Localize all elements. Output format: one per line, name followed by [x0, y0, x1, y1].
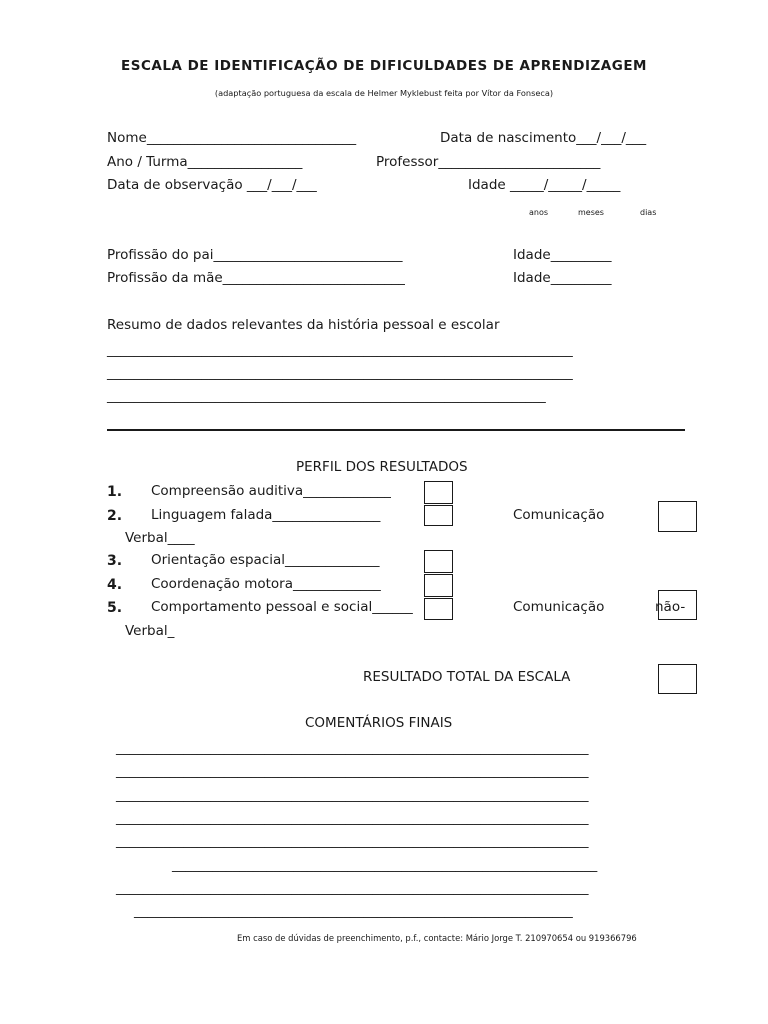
item-comportamento: Comportamento pessoal e social______: [151, 599, 413, 615]
page-title: ESCALA DE IDENTIFICAÇÃO DE DIFICULDADES DE APRENDIZAGEM: [121, 58, 647, 74]
item-linguagem-falada: Linguagem falada________________: [151, 507, 381, 523]
resumo-label: Resumo de dados relevantes da história pessoal e escolar: [107, 317, 500, 333]
professor-field[interactable]: Professor________________________: [376, 154, 601, 170]
item-number: 5.: [107, 600, 123, 616]
footer-contact: Em caso de dúvidas de preenchimento, p.f., contacte: Mário Jorge T. 210970654 ou 919366796: [237, 933, 637, 943]
score-box-coordenacao[interactable]: [424, 574, 453, 597]
comentario-line[interactable]: ______________________________________________________________________: [116, 763, 589, 779]
profissao-mae-field[interactable]: Profissão da mãe___________________________: [107, 270, 405, 286]
ano-turma-field[interactable]: Ano / Turma_________________: [107, 154, 303, 170]
perfil-heading: PERFIL DOS RESULTADOS: [296, 459, 468, 475]
comentario-line[interactable]: ______________________________________________________________________: [116, 740, 589, 756]
idade-mae-field[interactable]: Idade_________: [513, 270, 612, 286]
nome-field[interactable]: Nome_______________________________: [107, 130, 357, 146]
item-number: 3.: [107, 553, 123, 569]
page-subtitle: (adaptação portuguesa da escala de Helmer Myklebust feita por Vítor da Fonseca): [214, 88, 554, 98]
comentario-line[interactable]: ______________________________________________________________________: [116, 833, 589, 849]
section-divider: [107, 429, 685, 431]
comunicacao-nao-verbal-label: Verbal_: [125, 623, 175, 639]
item-orientacao-espacial: Orientação espacial______________: [151, 552, 380, 568]
idade-field[interactable]: Idade _____/_____/_____: [468, 177, 621, 193]
comentario-line[interactable]: ______________________________________________________________________: [116, 787, 589, 803]
item-number: 2.: [107, 508, 123, 524]
resultado-total-label: RESULTADO TOTAL DA ESCALA: [363, 669, 571, 685]
comentario-line[interactable]: _______________________________________________________________: [172, 857, 598, 873]
comentario-line[interactable]: _________________________________________________________________: [134, 903, 573, 919]
score-box-orientacao[interactable]: [424, 550, 453, 573]
item-coordenacao-motora: Coordenação motora_____________: [151, 576, 381, 592]
score-box-total[interactable]: [658, 664, 697, 694]
comunicacao-verbal-label: Verbal____: [125, 530, 195, 546]
resumo-line[interactable]: _________________________________________________________________: [107, 388, 546, 404]
score-box-compreensao[interactable]: [424, 481, 453, 504]
item-compreensao-auditiva: Compreensão auditiva_____________: [151, 483, 391, 499]
comunicacao-nao-verbal-label: Comunicação: [513, 599, 605, 615]
item-number: 4.: [107, 577, 123, 593]
comentario-line[interactable]: ______________________________________________________________________: [116, 810, 589, 826]
resumo-line[interactable]: _____________________________________________________________________: [107, 365, 573, 381]
comunicacao-verbal-label: Comunicação: [513, 507, 605, 523]
comentario-line[interactable]: ______________________________________________________________________: [116, 880, 589, 896]
idade-pai-field[interactable]: Idade_________: [513, 247, 612, 263]
comentarios-heading: COMENTÁRIOS FINAIS: [305, 715, 453, 731]
data-observacao-field[interactable]: Data de observação ___/___/___: [107, 177, 317, 193]
dias-label: dias: [640, 208, 657, 217]
anos-label: anos: [529, 208, 549, 217]
score-box-linguagem[interactable]: [424, 505, 453, 526]
resumo-line[interactable]: _____________________________________________________________________: [107, 342, 573, 358]
score-box-comunicacao-verbal[interactable]: [658, 501, 697, 532]
meses-label: meses: [578, 208, 604, 217]
profissao-pai-field[interactable]: Profissão do pai____________________________: [107, 247, 403, 263]
item-number: 1.: [107, 484, 123, 500]
comunicacao-nao-label: não-: [655, 599, 686, 615]
score-box-comportamento[interactable]: [424, 598, 453, 620]
data-nascimento-field[interactable]: Data de nascimento___/___/___: [440, 130, 647, 146]
